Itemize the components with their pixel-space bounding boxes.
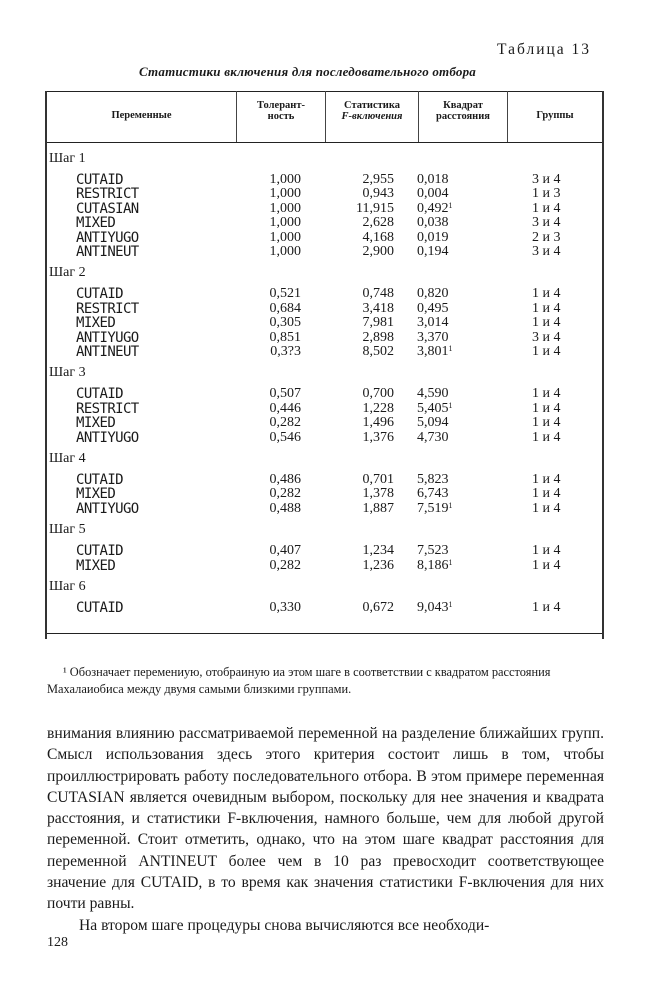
variable-name: ANTIYUGO: [76, 500, 139, 517]
f-stat-value: 1,496: [362, 415, 394, 431]
table-right-border: [602, 91, 604, 639]
distance-number: 5,405: [417, 400, 449, 416]
step-label: Шаг 3: [49, 365, 86, 381]
f-stat-value: 1,376: [362, 429, 394, 445]
header-distance: [419, 100, 507, 122]
groups-value: 1 и 4: [532, 557, 561, 573]
f-stat-value: 1,234: [362, 543, 394, 559]
tolerance-value: 0,407: [269, 543, 301, 559]
groups-value: 1 и 4: [532, 472, 561, 487]
groups-value: 1 и 3: [532, 186, 561, 202]
distance-value: [417, 344, 487, 360]
distance-number: 8,186: [417, 557, 449, 573]
header-f-stat-line2: F-включения: [341, 111, 403, 122]
f-stat-value: 0,700: [362, 386, 394, 402]
f-stat-value: 3,418: [362, 300, 394, 316]
step-label: Шаг 1: [49, 151, 86, 166]
distance-value: [417, 430, 487, 446]
tolerance-value: 0,851: [269, 329, 301, 345]
groups-value: 1 и 4: [532, 200, 561, 216]
header-distance-line2: расстояния: [436, 111, 490, 122]
tolerance-value: 0,486: [269, 472, 301, 487]
variable-name: ANTIYUGO: [76, 329, 139, 346]
f-stat-value: 1,378: [362, 486, 394, 502]
groups-value: 1 и 4: [532, 543, 561, 559]
distance-number: 0,820: [417, 286, 449, 302]
footnote-marker: 1: [448, 557, 453, 567]
groups-value: 1 и 4: [532, 500, 561, 516]
tolerance-value: 0,3?3: [270, 344, 301, 359]
f-stat-value: 2,628: [362, 215, 394, 231]
header-f-stat-line1: Статистика: [344, 100, 400, 111]
distance-number: 0,492: [417, 200, 449, 216]
distance-number: 7,519: [417, 500, 449, 516]
body-paragraph-1: внимания влиянию рассматриваемой переменной на разделение ближайших групп. Смысл использования здесь этого критерия состоит лишь в том, чтобы проиллюстрировать работу последовательного отбора. В этом примере переменная CUTASIAN является очевидным выбором, поскольку для нее значения и квадрата расстояния, и статистики F-включения, намного больше, чем для любой другой переменной. Стоит отметить, однако, что на этом шаге квадрат расстояния для переменной ANTINEUT более чем в 10 раз превосходит соответствующее значение для CUTAID, в то время как значения статистики F-включения для них почти равны.: [47, 725, 604, 913]
table-top-rule: [45, 91, 603, 92]
table-header-rule: [45, 142, 603, 143]
step-label: Шаг 5: [49, 522, 86, 538]
groups-value: 1 и 4: [532, 344, 561, 359]
variable-name: MIXED: [76, 415, 116, 432]
variable-name: CUTAID: [76, 543, 123, 560]
variable-name: ANTINEUT: [76, 344, 139, 360]
header-tolerance: [237, 100, 325, 122]
f-stat-value: 2,900: [362, 244, 394, 259]
header-tolerance-line2: ность: [267, 111, 295, 122]
header-variables: Переменные: [111, 110, 172, 121]
footnote-marker: 1: [448, 500, 453, 510]
f-stat-value: 2,898: [362, 329, 394, 345]
distance-number: 9,043: [417, 600, 449, 615]
variable-name: MIXED: [76, 315, 116, 332]
page-number: 128: [47, 935, 68, 950]
step-label: Шаг 4: [49, 451, 86, 466]
variable-name: RESTRICT: [76, 186, 139, 203]
variable-name: CUTAID: [76, 386, 123, 403]
groups-value: 1 и 4: [532, 315, 561, 331]
groups-value: 1 и 4: [532, 486, 561, 502]
variable-name: ANTIYUGO: [76, 429, 139, 446]
distance-number: 3,014: [417, 315, 449, 331]
distance-value: [417, 244, 487, 260]
tolerance-value: 0,507: [269, 386, 301, 402]
tolerance-value: 0,488: [269, 500, 301, 516]
table-title: Статистики включения для последовательного отбора: [139, 64, 476, 79]
f-stat-value: 1,228: [362, 400, 394, 416]
f-stat-value: 4,168: [362, 229, 394, 245]
groups-value: 1 и 4: [532, 400, 561, 416]
tolerance-value: 1,000: [269, 200, 301, 216]
tolerance-value: 0,330: [269, 600, 301, 615]
f-stat-value: 0,701: [362, 472, 394, 487]
tolerance-value: 0,546: [269, 429, 301, 445]
distance-number: 5,823: [417, 472, 449, 487]
footnote-marker: 1: [448, 200, 453, 210]
variable-name: CUTAID: [76, 286, 123, 303]
step-label: Шаг 2: [49, 265, 86, 281]
distance-number: 3,801: [417, 344, 449, 359]
tolerance-value: 1,000: [269, 172, 301, 187]
distance-number: 4,590: [417, 386, 449, 402]
distance-value: [417, 558, 487, 574]
groups-value: 3 и 4: [532, 244, 561, 259]
groups-value: 1 и 4: [532, 386, 561, 402]
distance-value: [417, 501, 487, 517]
distance-number: 6,743: [417, 486, 449, 502]
groups-value: 2 и 3: [532, 229, 561, 245]
distance-number: 7,523: [417, 543, 449, 559]
distance-number: 4,730: [417, 429, 449, 445]
tolerance-value: 1,000: [269, 215, 301, 231]
tolerance-value: 1,000: [269, 244, 301, 259]
distance-number: 5,094: [417, 415, 449, 431]
tolerance-value: 0,282: [269, 486, 301, 502]
distance-number: 0,019: [417, 229, 449, 245]
body-paragraph-2: На втором шаге процедуры снова вычисляются все необходи-: [79, 916, 490, 934]
f-stat-value: 11,915: [356, 200, 394, 216]
distance-number: 0,038: [417, 215, 449, 231]
f-stat-value: 2,955: [362, 172, 394, 187]
footnote-marker: 1: [448, 600, 453, 609]
header-groups: Группы: [536, 110, 574, 121]
f-stat-value: 8,502: [362, 344, 394, 359]
footnote: ¹ Обозначает перемениую, отобраиную иа этом шаге в соответствии с квадратом расстояния Махалаиобиса между двумя самыми близкими группами.: [47, 665, 551, 696]
groups-value: 1 и 4: [532, 286, 561, 302]
f-stat-value: 7,981: [362, 315, 394, 331]
groups-value: 1 и 4: [532, 600, 561, 615]
tolerance-value: 0,282: [269, 557, 301, 573]
tolerance-value: 0,521: [269, 286, 301, 302]
tolerance-value: 0,446: [269, 400, 301, 416]
groups-value: 3 и 4: [532, 329, 561, 345]
tolerance-value: 1,000: [269, 186, 301, 202]
header-tolerance-line1: Толерант-: [257, 100, 305, 111]
variable-name: CUTAID: [76, 172, 123, 188]
footnote-marker: 1: [448, 344, 453, 353]
variable-name: MIXED: [76, 486, 116, 503]
f-stat-value: 1,236: [362, 557, 394, 573]
footnote-marker: 1: [448, 400, 453, 410]
table-left-border: [45, 91, 47, 639]
variable-name: CUTAID: [76, 600, 123, 616]
variable-name: RESTRICT: [76, 400, 139, 417]
variable-name: RESTRICT: [76, 300, 139, 317]
groups-value: 1 и 4: [532, 300, 561, 316]
variable-name: MIXED: [76, 215, 116, 232]
f-stat-value: 1,887: [362, 500, 394, 516]
body-text: [47, 723, 604, 936]
variable-name: ANTINEUT: [76, 244, 139, 260]
tolerance-value: 1,000: [269, 229, 301, 245]
tolerance-value: 0,282: [269, 415, 301, 431]
distance-number: 0,004: [417, 186, 449, 202]
f-stat-value: 0,672: [362, 600, 394, 615]
variable-name: ANTIYUGO: [76, 229, 139, 246]
groups-value: 1 и 4: [532, 429, 561, 445]
step-label: Шаг 6: [49, 579, 86, 594]
distance-number: 0,495: [417, 300, 449, 316]
tolerance-value: 0,684: [269, 300, 301, 316]
distance-number: 0,194: [417, 244, 449, 259]
groups-value: 3 и 4: [532, 215, 561, 231]
groups-value: 3 и 4: [532, 172, 561, 187]
variable-name: CUTASIAN: [76, 200, 139, 217]
header-distance-line1: Квадрат: [443, 100, 483, 111]
distance-value: [417, 600, 487, 616]
groups-value: 1 и 4: [532, 415, 561, 431]
variable-name: MIXED: [76, 557, 116, 574]
distance-number: 0,018: [417, 172, 449, 187]
f-stat-value: 0,943: [362, 186, 394, 202]
table-bottom-rule: [45, 633, 603, 634]
table-label: Таблица 13: [497, 41, 592, 58]
header-f-stat: [326, 100, 418, 122]
f-stat-value: 0,748: [362, 286, 394, 302]
distance-number: 3,370: [417, 329, 449, 345]
tolerance-value: 0,305: [269, 315, 301, 331]
variable-name: CUTAID: [76, 472, 123, 488]
